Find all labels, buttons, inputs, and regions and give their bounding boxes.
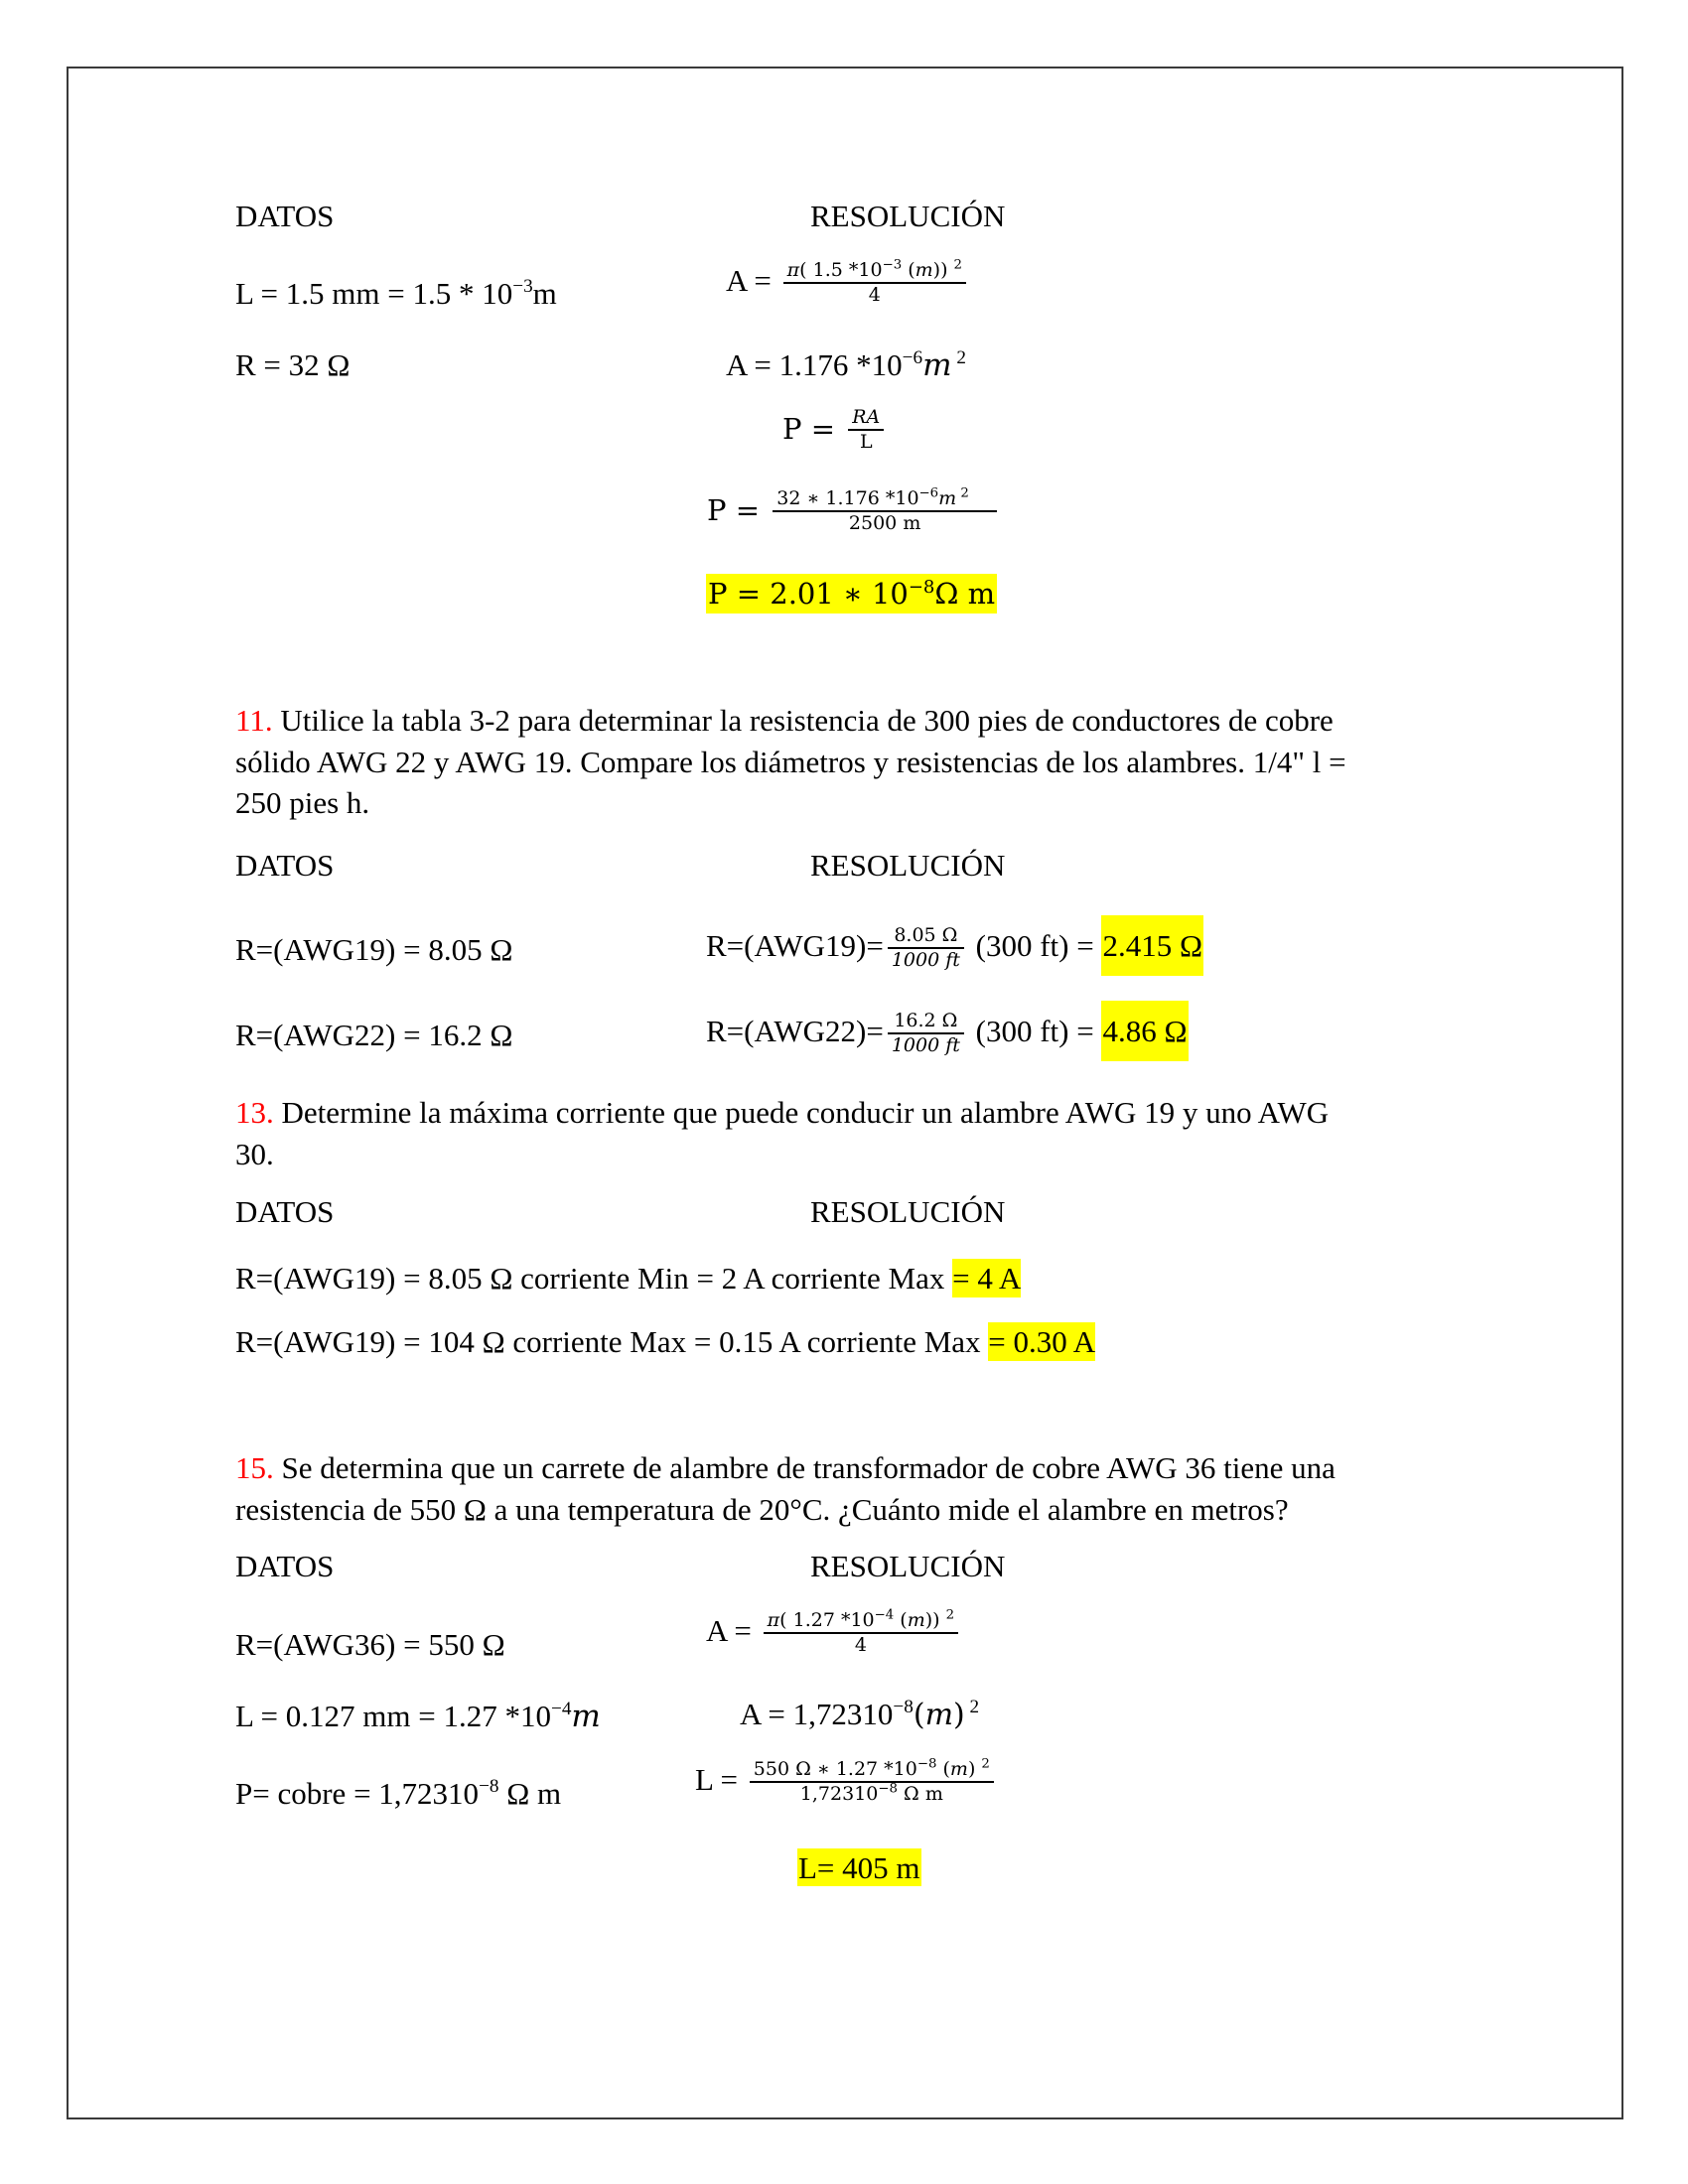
rho-substitution: P = $\frac{32 ∗ 1.176 *10^{-6}m ^2}{2500 m}$ [707,488,1001,536]
resolucion-heading-15: RESOLUCIÓN [810,1549,1006,1583]
datos-heading-15: DATOS [235,1549,335,1583]
datos-heading-11: DATOS [235,848,335,883]
q13-row-awg19-min-max: R=(AWG19) = 8.05 Ω corriente Min = 2 A corriente Max = 4 A [235,1261,1022,1296]
q11-result-awg19: 2.415 Ω [1101,915,1203,976]
datos-heading-1: DATOS [235,199,335,233]
q11-result-awg22: 4.86 Ω [1101,1001,1188,1061]
resolucion-heading-11: RESOLUCIÓN [810,848,1006,883]
question-number: 11. [235,703,273,738]
area-result: A = 1.176 $*10^{-6}m$ $^2$ [726,347,966,383]
q15-datos-length: L = 0.127 mm = 1.27 $*10^{-4}m$ [235,1699,601,1734]
rho-formula: P = $\frac{RA}{L}$ [782,407,888,455]
area-fraction: $\frac{\pi( 1.5 *10^{-3} (m)) ^2}{4}$ [783,260,966,308]
q11-resolucion-awg22: R=(AWG22)= $\frac{16.2 \Omega}{1000 ft}$ (300 ft) = 4.86 Ω [706,1001,1189,1061]
q15-length-formula: L = $\frac{550 \Omega ∗ 1.27 *10^{-8} (m) ^2}{1,72310^{-8} \Omega m}$ [695,1759,998,1807]
q15-area-result: $A = 1,72310^{-8}(m)$ $^2$ [740,1697,980,1732]
datos-heading-13: DATOS [235,1194,335,1229]
question-number: 15. [235,1450,274,1485]
rho-result-highlight: P = 2.01 ∗ $10^{-8}\Omega$ m [706,574,997,614]
question-15: 15. Se determina que un carrete de alambre de transformador de cobre AWG 36 tiene una resistencia de 550 Ω a una temperatura de 20°C. ¿Cuánto mide el alambre en metros? [235,1450,1336,1527]
q15-length-result: L= 405 m [798,1850,920,1885]
q13-row-awg30-max: R=(AWG19) = 104 Ω corriente Max = 0.15 A corriente Max = 0.30 A [235,1324,1096,1359]
q11-resolucion-awg19: R=(AWG19)= $\frac{8.05 \Omega}{1000 ft}$ (300 ft) = 2.415 Ω [706,915,1203,976]
q15-area-formula: A = $\frac{\pi( 1.27 *10^{-4} (m)) ^2}{4}$ [706,1610,962,1658]
q13-result-1: = 4 A [952,1261,1022,1296]
q11-datos-awg22: R=(AWG22) = 16.2 Ω [235,1018,513,1052]
question-number: 13. [235,1095,274,1130]
question-11: 11. Utilice la tabla 3-2 para determinar la resistencia de 300 pies de conductores de cobre sólido AWG 22 y AWG 19. Compare los diámetros y resistencias de los alambres. 1/4" l = 250 pies h. [235,703,1346,820]
q13-result-2: = 0.30 A [988,1324,1096,1359]
resolucion-heading-13: RESOLUCIÓN [810,1194,1006,1229]
question-13: 13. Determine la máxima corriente que puede conducir un alambre AWG 19 y uno AWG 30. [235,1095,1330,1171]
datos-length: L = 1.5 mm = $1.5 * 10^{-3}m$ [235,276,557,311]
q15-datos-resistance: R=(AWG36) = 550 Ω [235,1627,505,1662]
area-formula: A = $\frac{\pi( 1.5 *10^{-3} (m)) ^2}{4}$ [726,260,970,308]
q11-datos-awg19: R=(AWG19) = 8.05 Ω [235,932,513,967]
resolucion-heading-1: RESOLUCIÓN [810,199,1006,233]
q15-datos-resistivity: P= cobre = $1,72310^{-8}$ Ω m [235,1776,562,1811]
datos-resistance: R = 32 Ω [235,347,351,382]
